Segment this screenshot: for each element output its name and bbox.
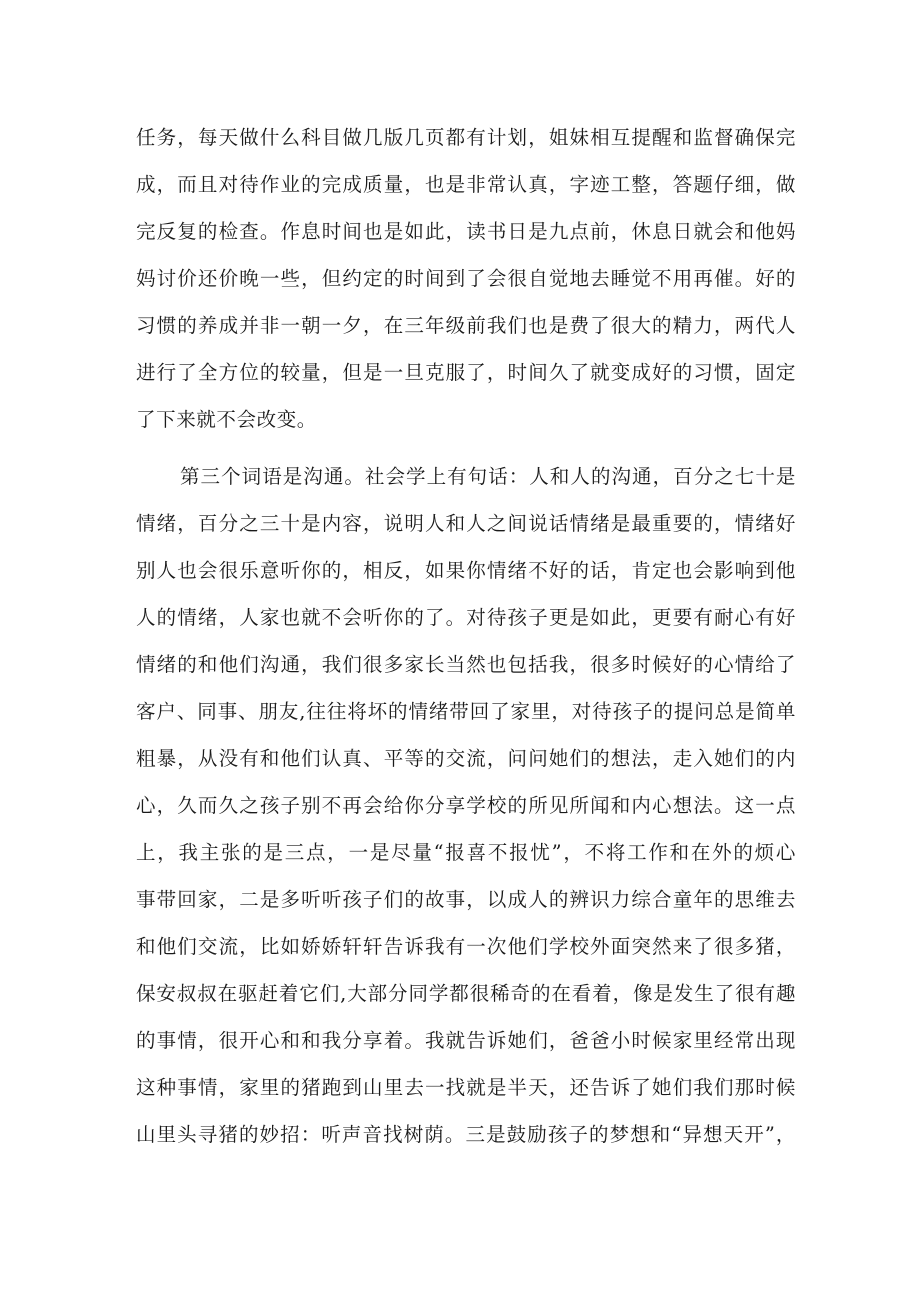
text-line: 粗暴，从没有和他们认真、平等的交流，问问她们的想法，走入她们的内 [136, 747, 796, 770]
text-line: 客户、同事、朋友,往往将坏的情绪带回了家里，对待孩子的提问总是简单 [136, 700, 796, 723]
text-line: 别人也会很乐意听你的，相反，如果你情绪不好的话，肯定也会影响到他 [136, 559, 796, 582]
text-line: 山里头寻猪的妙招：听声音找树荫。三是鼓励孩子的梦想和“异想天开”， [136, 1123, 796, 1146]
text-line: 进行了全方位的较量，但是一旦克服了，时间久了就变成好的习惯，固定 [136, 361, 796, 384]
text-line: 了下来就不会改变。 [136, 408, 317, 431]
text-line: 完反复的检查。作息时间也是如此，读书日是九点前，休息日就会和他妈 [136, 220, 796, 243]
text-line: 心，久而久之孩子别不再会给你分享学校的所见所闻和内心想法。这一点 [136, 794, 796, 817]
text-line: 上，我主张的是三点，一是尽量“报喜不报忧”，不将工作和在外的烦心 [136, 841, 796, 864]
paragraph-first-line: 第三个词语是沟通。社会学上有句话：人和人的沟通，百分之七十是 [180, 465, 796, 488]
text-line: 的事情，很开心和和我分享着。我就告诉她们，爸爸小时候家里经常出现 [136, 1029, 796, 1052]
text-line: 习惯的养成并非一朝一夕，在三年级前我们也是费了很大的精力，两代人 [136, 314, 796, 337]
text-line: 妈讨价还价晚一些，但约定的时间到了会很自觉地去睡觉不用再催。好的 [136, 267, 796, 290]
text-line: 成，而且对待作业的完成质量，也是非常认真，字迹工整，答题仔细，做 [136, 173, 796, 196]
text-line: 情绪，百分之三十是内容，说明人和人之间说话情绪是最重要的，情绪好 [136, 512, 796, 535]
text-line: 和他们交流，比如娇娇轩轩告诉我有一次他们学校外面突然来了很多猪， [136, 935, 796, 958]
text-line: 保安叔叔在驱赶着它们,大部分同学都很稀奇的在看着，像是发生了很有趣 [136, 982, 796, 1005]
text-line: 情绪的和他们沟通，我们很多家长当然也包括我，很多时候好的心情给了 [136, 653, 796, 676]
text-line: 人的情绪，人家也就不会听你的了。对待孩子更是如此，更要有耐心有好 [136, 606, 796, 629]
text-line: 任务，每天做什么科目做几版几页都有计划，姐妹相互提醒和监督确保完 [136, 126, 796, 149]
text-line: 事带回家，二是多听听孩子们的故事，以成人的辨识力综合童年的思维去 [136, 888, 796, 911]
text-line: 这种事情，家里的猪跑到山里去一找就是半天，还告诉了她们我们那时候 [136, 1076, 796, 1099]
